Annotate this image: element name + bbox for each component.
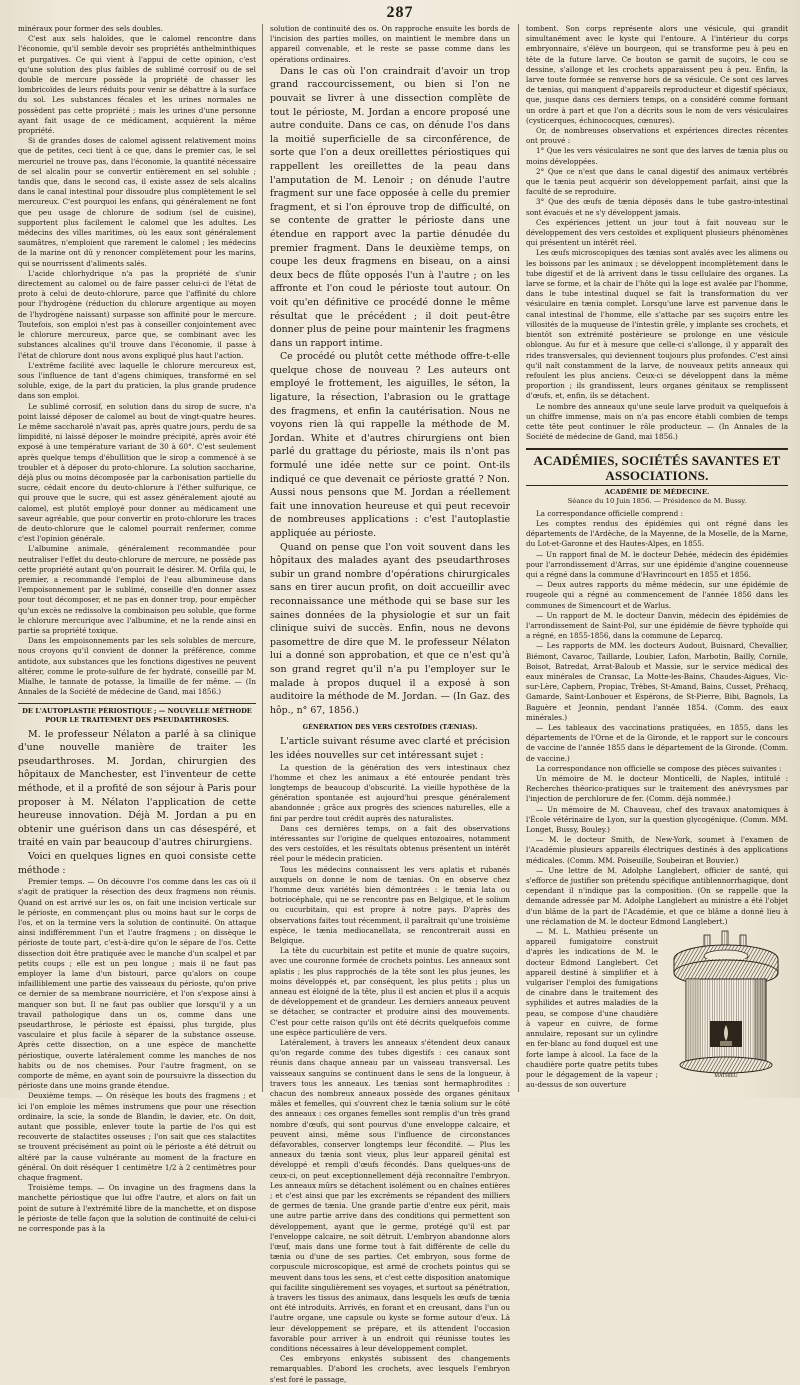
paragraph: minéraux pour former des sels doubles. — [18, 24, 163, 33]
subsection-title: ACADÉMIE DE MÉDECINE. — [604, 488, 710, 497]
figure-wrap — [526, 927, 788, 1090]
paragraph: Ces expériences jettent un jour tout à fait nouveau sur le développement des vers cestoïdes et expliquent plusieurs phénomènes qui présentent un intérêt réel. — [526, 217, 788, 248]
paragraph: — Un rapport de M. le docteur Danvin, médecin des épidémies de l'arrondissement de Saint-Pol, sur une épidémie de fièvre typhoïde qui a régné, en 1855-1856, dans la commune de Leparcq. — [526, 610, 788, 641]
paragraph: L'acide chlorhydrique n'a pas la propriété de s'unir directement au calomel ou de faire passer celui-ci de l'état de proto à celui de deuto-chlorure, parce que l'affinité du chlore pour l'hydrogène (réduction du chlorure argentique au moyen de l'hydrogène naissant) surpasse son affinité pour le mercure. Toutefois, son emploi n'est pas à conseiller conjointement avec le chlorure mercureux, parce que, se combinant avec les substances alcalines qu'il trouve dans l'économie, il passe à l'état de chlorure dont nous avons expliqué plus haut l'action. — [18, 268, 256, 360]
paragraph: — M. le docteur Smith, de New-York, soumet à l'examen de l'Académie plusieurs appareils électriques destinés à des applications médicales. (Comm. MM. Poiseuille, Soubeiran et Bouvier.) — [526, 835, 788, 865]
paragraph: 2° Que ce n'est que dans le canal digestif des animaux vertébrés que le tænia peut acquérir son développement parfait, ainsi que la faculté de se reproduire. — [526, 166, 788, 197]
paragraph: Ces embryons enkystés subissent des changements remarquables. D'abord les crochets, avec lesquels l'embryon s'est foré le passage, — [270, 1354, 510, 1384]
paragraph: Deuxième temps. — On résèque les bouts des fragmens ; et ici l'on emploie les mêmes instrumens que pour une résection ordinaire, la scie, la sonde de Blandin, le davier, etc. On doit, autant que possible, enlever toute la partie de l'os qui est recouverte de stalactites osseuses ; l'on sait que ces stalactites se trouvent précisément au point où le périoste a été détruit ou altéré par la cause vulnérante au moment de la fracture en général. On doit réséquer 1 centimètre 1/2 à 2 centimètres pour chaque fragment. — [18, 1091, 256, 1183]
paragraph: tombent. Son corps représente alors une vésicule, qui grandit simultanément avec le kyste qui l'entoure. A l'intérieur du corps embryonnaire, s'élève un bourgeon, qui se transforme peu à peu en tête de la future larve. Ce bouton se garnit de suçoirs, le cou se dessine, s'allonge et les crochets apparaissent peu à peu. Enfin, la larve toute formée se renverse hors de sa vésicule. Ce sont ces larves de tænias, qui manquent d'appareils reproducteur et digestif spéciaux, que, jusque dans ces derniers temps, on a considéré comme formant un ordre à part et que l'on a décrits sous le nom de vers vésiculaires (cysticerques, échinococques, cœnures). — [526, 24, 788, 125]
paragraph: Si de grandes doses de calomel agissent relativement moins que de petites, ceci tient à ce que, dans le premier cas, le sel mercuriel ne trouve pas, dans l'économie, la quantité nécessaire de sel alcalin pour se convertir entièrement en sel soluble ; tandis que, dans le second cas, il existe assez de sels alcalins dans le canal intestinal pour dissoudre plus complètement le sel mercureux. C'est pourquoi les enfans, qui généralement ne font que peu usage de chlorure de sodium (sel de cuisine), supportent plus facilement le calomel que les adultes. Les médecins des villes maritimes, où les eaux sont généralement saumâtres, n'emploient que rarement le calomel ; les médecins de la marine ont dû y renoncer complètement pour les marins, qui se nourrissent d'aliments salés. — [18, 136, 256, 268]
paragraph: La tête du cucurbitain est petite et munie de quatre suçoirs, avec une couronne formée de crochets pointus. Les anneaux sont aplatis ; les plus rapprochés de la tête sont les plus jeunes, les moins développés et, par conséquent, les plus petits ; plus un anneau est éloigné de la tête, plus il est ancien et plus il a acquis de développement et de grandeur. Les derniers anneaux peuvent se détacher, se contracter et produire ainsi des mouvements. C'est pour cette raison qu'ils ont été décrits quelquefois comme une espèce particulière de vers. — [270, 946, 510, 1037]
paragraph: Voici en quelques lignes en quoi consiste cette méthode : — [18, 850, 256, 876]
column-1 — [18, 24, 256, 1234]
paragraph: Latéralement, à travers les anneaux s'étendent deux canaux qu'on regarde comme des tubes digestifs : ces canaux sont réunis dans chaque anneau par un vaisseau transversal. Les vaisseaux sanguins se continuent dans le sens de la longueur, à travers tous les anneaux. Les tænias sont hermaphrodites : chacun des nombreux anneaux possède des organes génitaux mâles et femelles, qui s'ouvrent chez le tænia solium sur le côté des anneaux : ces organes femelles sont remplis d'un très grand nombre d'œufs, qui sont pourvus d'une enveloppe calcaire, et peuvent ainsi, même sous l'influence de circonstances défavorables, conserver longtemps leur fécondité. — Plus les anneaux du tænia sont vieux, plus leur appareil génital est développé et rempli d'œufs fécondés. Dans quelques-uns de ceux-ci, on peut exceptionnellement déjà reconnaître l'embryon. Les anneaux mûrs se détachent isolément ou en chaînes entières ; et c'est ainsi que par les excréments se répandent des milliers de germes de tænia. Une grande partie d'entre eux périt, mais une autre partie arrive dans des conditions qui permettent son développement, ayant que le germe, protégé qu'il est par l'enveloppe calcaire, ne soit détruit. L'embryon abandonne alors l'œuf, mais dans une forme tout à fait différente de celle du tænia ou d'une de ses parties. Cet embryon, sous forme de corpuscule microscopique, est armé de crochets pointus qui se meuvent dans tous les sens, et c'est cette disposition anatomique qui facilite singulièrement ses voyages, et surtout sa pénétration, à travers les tissus des animaux, dans lesquels les œufs de tænia ont été introduits. Arrivés, en forant et en creusant, dans l'un ou l'autre organe, une capsule ou kyste se forme autour d'eux. Là leur développement se prépare, et ils attendent l'occasion favorable pour arriver à un endroit qui réunisse toutes les conditions nécessaires à leur développement complet. — [270, 1037, 510, 1354]
article-calomel — [18, 24, 256, 697]
column-rule — [518, 24, 519, 1092]
paragraph: La question de la génération des vers intestinaux chez l'homme et chez les animaux a été entourée pendant très longtemps de beaucoup d'obscurité. La vieille hypothèse de la génération spontanée est aujourd'hui presque généralement abandonnée ; grâce aux progrès des sciences naturelles, elle a fini par perdre tout crédit auprès des naturalistes. — [270, 762, 510, 823]
section-title: ACADÉMIES, SOCIÉTÉS SAVANTES ET ASSOCIATIONS. — [526, 448, 788, 486]
paragraph: — Deux autres rapports du même médecin, sur une épidémie de rougeole qui a régné au commencement de l'année 1856 dans les communes de Simencourt et de Warlus. — [526, 580, 788, 610]
paragraph: — Un rapport final de M. le docteur Dehée, médecin des épidémies pour l'arrondissement d'Arras, sur une épidémie d'angine couenneuse qui a régné dans la commune d'Havrincourt en 1855 et 1856. — [526, 549, 788, 579]
paragraph: solution de continuité des os. On rapproche ensuite les bords de l'incision des parties molles, on maintient le membre dans un appareil convenable, et le reste se passe comme dans les opérations ordinaires. — [270, 24, 510, 64]
article-heading: GÉNÉRATION DES VERS CESTOÏDES (TÆNIAS). — [302, 723, 478, 732]
paragraph: — Les rapports de MM. les docteurs Audout, Buisnard, Chevallier, Biémont, Cavaroc, Taillarde, Loubier, Lafon, Marbotin, Bailly, Cornile, Boisot, Batredat, Arrat-Baloub et Massie, sur le service médical des eaux minérales de Cransac, La Motte-les-Bains, Chaudes-Aigues, Vic-sur-Lère, Capbern, Propiac, Trèbes, St-Amand, Bains, Cusset, Préhacq, Gamarde, Saint-Lonbouer et Espérons, de St-Pierre, Bibi, Bagnols, La Baguère et Jeonnin, pendant l'année 1854. (Comm. des eaux minérales.) — [526, 641, 788, 722]
paragraph: Quand on pense que l'on voit souvent dans les hôpitaux des malades ayant des pseudarthroses subir un grand nombre d'opérations chirurgicales sans en tirer aucun profit, on doit accueillir avec reconnaissance une méthode qui se base sur les saines données de la physiologie et sur un fait clinique suivi de succès. Enfin, nous ne devons pasomettre de dire que M. le professeur Nélaton lui a donné son approbation, et que ce n'est qu'à son grand regret qu'il n'a pu l'employer sur le malade à propos duquel il a exposé à son auditoire la méthode de M. Jordan. — (In Gaz. des hôp., n° 67, 1856.) — [270, 541, 510, 716]
column-rule — [262, 24, 263, 1092]
paragraph: L'albumine animale, généralement recommandée pour neutraliser l'effet du deuto-chlorure de mercure, ne possède pas cette propriété autant qu'on pourrait le désirer. M. Orfila qui, le premier, a recommandé l'emploi de l'eau albumineuse dans l'empoisonnement par le sublimé, conseille d'en donner assez pour tout décomposer, et ne pas en donner trop, pour empêcher qu'un excès ne redissolve la combinaison peu soluble, que forme le chlorure mercurique avec l'albumine, et ne la rende ainsi en partie sa propriété toxique. — [18, 544, 256, 635]
paragraph: — Les tableaux des vaccinations pratiquées, en 1855, dans les départements de l'Orne et de la Gironde, et le rapport sur le concours de vaccine de l'année 1855 dans le département de la Gironde. (Comm. de vaccine.) — [526, 723, 788, 763]
paragraph: La correspondance non officielle se compose des pièces suivantes : — [536, 763, 782, 773]
figure-label: MATHIEU — [714, 1073, 738, 1080]
page-number: 287 — [386, 4, 414, 21]
paragraph: Le nombre des anneaux qu'une seule larve produit va quelquefois à un chiffre immense, mais on n'a pas encore établi combien de temps cette tête peut continuer le rôle producteur. — (In Annales de la Société de médecine de Gand, mai 1856.) — [526, 401, 788, 442]
paragraph: M. le professeur Nélaton a parlé à sa clinique d'une nouvelle manière de traiter les pseudarthroses. M. Jordan, chirurgien des hôpitaux de Manchester, est l'inventeur de cette méthode, et il a profité de son séjour à Paris pour proposer à M. Nélaton l'application de cette heureuse innovation. Déjà M. Jordan a pu en obtenir une guérison dans un cas désespéré, et traité en vain par beaucoup d'autres chirurgiens. — [18, 728, 256, 849]
paragraph: Les comptes rendus des épidémies qui ont régné dans les départements de l'Ardèche, de la Mayenne, de la Moselle, de la Marne, du Lot-et-Garonne et des Hautes-Alpes, en 1855. — [526, 518, 788, 549]
paragraph: La correspondance officielle comprend : — [536, 508, 683, 518]
column-3 — [526, 24, 788, 1094]
column-2 — [270, 24, 510, 1384]
paragraph: — Une lettre de M. Adolphe Langlebert, officier de santé, qui s'efforce de justifier son prétendu spécifique antiblennorrhagique, dont cependant il n'indique pas la composition. (On se rappelle que la demande adressée par M. Adolphe Langlebert au ministre a été l'objet d'un blâme de la part de l'Académie, et que ce blâme a donné lieu à une réclamation de M. le docteur Edmond Langlebert.) — [526, 865, 788, 926]
fumigation-apparatus-illustration — [664, 929, 788, 1081]
paragraph: Dans les empoisonnements par les sels solubles de mercure, nous croyons qu'il convient de donner la préférence, comme antidote, aux substances que les fonctions digestives ne peuvent altérer, comme le proto-sulfure de fer hydraté, conseillé par M. Mialhe, le tannate de potasse, la limaille de fer même. — (In Annales de la Société de médecine de Gand, mai 1856.) — [18, 636, 256, 697]
article-heading: DE L'AUTOPLASTIE PÉRIOSTIQUE ; — NOUVELLE MÉTHODE POUR LE TRAITEMENT DES PSEUDARTHROSES. — [18, 703, 256, 724]
paragraph: L'extrême facilité avec laquelle le chlorure mercureux est, sous l'influence de tant d'agens chimiques, transformé en sel soluble, exige, de la part du praticien, la plus grande prudence dans son emploi. — [18, 360, 256, 401]
paragraph: Un mémoire de M. le docteur Monticelli, de Naples, intitulé : Recherches théorico-pratiques sur le traitement des anévrysmes par l'injection de perchlorure de fer. (Comm. déjà nommée.) — [526, 774, 788, 804]
paragraph: — M. L. Mathieu présente un appareil fumigatoire construit d'après les indications de M. le docteur Edmond Langlebert. Cet appareil destiné à simplifier et à vulgariser l'emploi des fumigations de cinabre dans le traitement des syphilides et autres maladies de la peau, se compose d'une chaudière à vapeur en cuivre, de forme annulaire, reposant sur un cylindre en fer-blanc au fond duquel est une forte lampe à alcool. La face de la chaudière porte quatre petits tubes pour le dégagement de la vapeur ; au-dessus de son ouverture — [526, 927, 658, 1090]
paragraph: C'est aux sels haloïdes, que le calomel rencontre dans l'économie, qu'il semble devoir ses propriétés anthelminthiques et purgatives. Ce qui vient à l'appui de cette opinion, c'est qu'une solution des plus faibles de sublimé corrosif ou de sel double de mercure possède la propriété de chasser les lombricoïdes de leurs réduits pour venir se débattre à la surface du sol. Les substances fécales et les urines normales ne possèdent pas cette propriété ; mais les urines d'une personne ayant fait usage de ce médicament, acquièrent la même propriété. — [18, 34, 256, 136]
paragraph: Or, de nombreuses observations et expériences directes récentes ont prouvé : — [526, 126, 788, 146]
paragraph: Dans le cas où l'on craindrait d'avoir un trop grand raccourcissement, ou bien si l'on ne pouvait se livrer à une dissection complète de tout le périoste, M. Jordan a encore proposé une autre conduite. Dans ce cas, on dénude l'os dans la moitié superficielle de sa circonférence, de sorte que l'on a deux oreillettes périostiques qui rappellent les oreillettes de la peau dans l'amputation de M. Lenoir ; on dénude l'autre fragment sur une face opposée à celle du premier fragment, et si l'on éprouve trop de difficulté, on se contente de gratter le périoste dans une étendue en rapport avec la partie dénudée du premier fragment. Dans le deuxième temps, on coupe les deux fragmens en biseau, on a ainsi deux becs de flûte opposés l'un à l'autre ; on les affronte et l'on coud le périoste tout autour. On voit qu'en définitive ce procédé donne le même résultat que le précédent ; il doit peut-être donner plus de peine pour maintenir les fragmens dans un rapport intime. — [270, 65, 510, 349]
paragraph: Tous les médecins connaissent les vers aplatis et rubanés auxquels on donne le nom de tænias. On en observe chez l'homme deux variétés bien démontrées : le tænia lata ou botriocéphale, qui ne se rencontre pas en Belgique, et le solium ou cucurbitain, qui est propre à notre pays. D'après des observations faites tout récemment, il paraîtrait qu'une troisième espèce, le tænia mediocanellata, se rencontrerait aussi en Belgique. — [270, 864, 510, 945]
paragraph: Premier temps. — On découvre l'os comme dans les cas où il s'agit de pratiquer la résection des deux fragmens non réunis. Quand on est arrivé sur les os, on fait une incision verticale sur le périoste, en commençant plus ou moins haut sur le corps de l'os, et on la termine vers la solution de continuité. On attaque ainsi indifféremment l'un et l'autre fragmens ; on dissèque le périoste de toute part, c'est-à-dire qu'on le sépare de l'os. Cette dissection doit être pratiquée avec le manche d'un scalpel et par petits coups ; elle est un peu longue ; mais il ne faut pas employer la lame d'un bistouri, parce qu'alors on coupe infailliblement une partie des vaisseaux du périoste, qu'on prive ce dernier de sa membrane nourricière, et l'on s'expose ainsi à manquer son but. Il ne faut pas oublier que lorsqu'il y a un travail pathologique dans un os, comme dans une pseudarthrose, le périoste est épaissi, plus turgide, plus vasculaire et plus facile à séparer de la substance osseuse. Après cette dissection, on a une espèce de manchette périostique, ouverte latéralement comme les manches de nos habits ou de nos chemises. Pour l'autre fragment, on se comporte de même, en ayant soin de poursuivre la dissection du périoste dans une moins grande étendue. — [18, 877, 256, 1091]
paragraph: L'article suivant résume avec clarté et précision les idées nouvelles sur cet intéressant sujet : — [270, 736, 510, 761]
paragraph: 3° Que des œufs de tænia déposés dans le tube gastro-intestinal sont évacués et ne s'y développent jamais. — [526, 197, 788, 217]
paragraph: 1° Que les vers vésiculaires ne sont que des larves de tænia plus ou moins développées. — [526, 146, 788, 166]
paragraph: Les œufs microscopiques des tænias sont avalés avec les alimens ou les boissons par les animaux ; se développent incomplètement dans le tube digestif et de là arrivent dans le tissu cellulaire des organes. La larve se forme, et la chair de l'hôte qui la loge est avalée par l'homme, dans le tube intestinal duquel se fait la transformation du ver vésiculaire en tænia complet. Lorsqu'une larve est parvenue dans le canal intestinal de l'homme, elle s'attache par ses suçoirs entre les villosités de la muqueuse de l'intestin grêle, y implante ses crochets, et bientôt son extrémité postérieure se prolonge en une vésicule oblongue. Au fur et à mesure que celle-ci s'allonge, il y apparaît des rides transversales, qui deviennent toujours plus profondes. C'est ainsi qu'il naît constamment de la larve, de nouveaux petits anneaux qui refoulent les plus anciens. Ceux-ci se développent dans la même proportion ; ils grandissent, leurs organes génitaux se remplissent d'œufs, et, enfin, ils se détachent. — [526, 248, 788, 401]
paragraph: Troisième temps. — On invagine un des fragmens dans la manchette périostique que lui offre l'autre, et alors on fait un point de suture à l'extrémité libre de la manchette, et on dispose le périoste de telle façon que la solution de continuité de celui-ci ne corresponde pas à la — [18, 1183, 256, 1234]
paragraph: Dans ces dernières temps, on a fait des observations intéressantes sur l'origine de quelques entozoaires, notamment des vers cestoïdes, et les résultats obtenus présentent un intérêt réel pour le médecin praticien. — [270, 823, 510, 864]
session-line: Séance du 10 Juin 1856. — Présidence de M. Bussy. — [567, 497, 747, 506]
paragraph: Le sublimé corrosif, en solution dans du sirop de sucre, n'a point laissé déposer de calomel au bout de vingt-quatre heures. Le même saccharolé n'avait pas, après quatre jours, perdu de sa limpidité, ni laissé déposer le moindre précipité, après avoir été exposé à une température variant de 30 à 60°. C'est seulement après quelque temps d'ébullition que le sirop a commencé à se troubler et à déposer du proto-chlorure. La solution saccharine, déjà plus ou moins décomposée par la carbonisation partielle du sucre, cédait encore du deuto-chlorure à l'éther sulfurique, ce qui prouve que le sucre, qui est assez généralement ajouté au calomel, est plutôt employé pour donner au médicament une saveur agréable, que pour convertir en proto-chlorure les traces de deuto-chlorure que le calomel pourrait renfermer, comme c'est l'opinion générale. — [18, 401, 256, 544]
paragraph: Ce procédé ou plutôt cette méthode offre-t-elle quelque chose de nouveau ? Les auteurs ont employé le frottement, les aiguilles, le séton, la ligature, la résection, l'abrasion ou le grattage des fragmens, et enfin la cautérisation. Nous ne voyons rien là qui rappelle la méthode de M. Jordan. White et d'autres chirurgiens ont bien parlé du grattage du périoste, mais ils n'ont pas formulé une idée nette sur ce point. Ont-ils indiqué ce que devenait ce périoste gratté ? Non. Aussi nous pensons que M. Jordan a réellement fait une innovation heureuse et qui peut recevoir de nombreuses applications : c'est l'autoplastie appliquée au périoste. — [270, 351, 510, 539]
paragraph: — Un mémoire de M. Chauveau, chef des travaux anatomiques à l'École vétérinaire de Lyon, sur la question glycogénique. (Comm. MM. Longet, Bussy, Bouley.) — [526, 804, 788, 835]
article-autoplastie — [18, 728, 256, 1235]
